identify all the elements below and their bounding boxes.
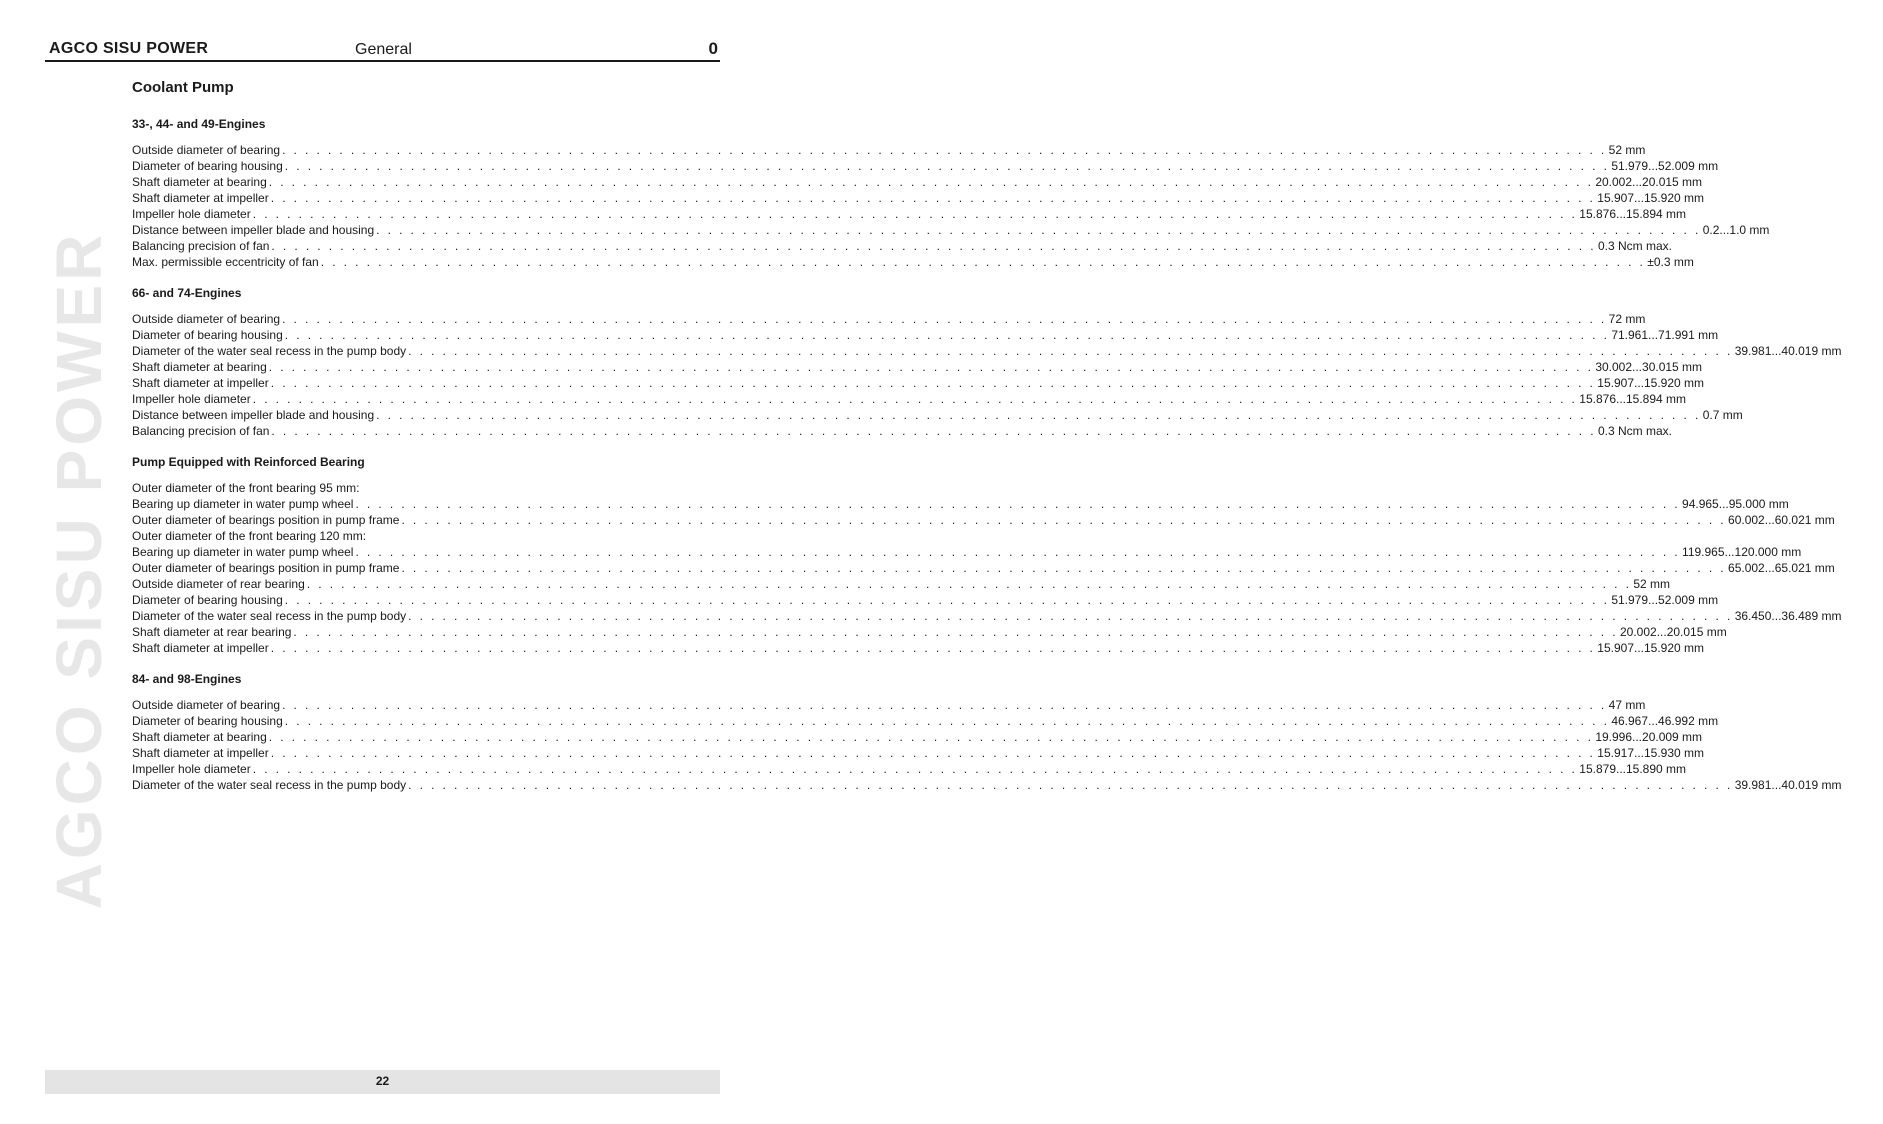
dot-leader	[253, 206, 1578, 222]
spec-list	[132, 311, 1842, 439]
dot-leader	[269, 729, 1594, 745]
dot-leader	[282, 142, 1607, 158]
watermark	[43, 140, 115, 1000]
spec-row	[132, 576, 1671, 592]
spec-group-66-74	[132, 285, 1842, 439]
spec-value: 47 mm	[1608, 698, 1646, 712]
spec-row	[132, 761, 1687, 777]
spec-value: 0.3 Ncm max.	[1597, 239, 1672, 253]
dot-leader	[376, 407, 1701, 423]
spec-row	[132, 375, 1705, 391]
spec-value: 20.002...20.015 mm	[1595, 175, 1703, 189]
spec-row	[132, 640, 1705, 656]
spec-label: Distance between impeller blade and housing	[132, 223, 375, 237]
chapter-number: 0	[708, 39, 718, 58]
spec-group-reinforced-bearing	[132, 454, 1842, 656]
dot-leader	[408, 343, 1733, 359]
dot-leader	[271, 190, 1596, 206]
dot-leader	[285, 592, 1610, 608]
spec-list	[132, 697, 1842, 793]
spec-label: Shaft diameter at impeller	[132, 191, 269, 205]
spec-row	[132, 254, 1694, 270]
spec-label: Diameter of the water seal recess in the pump body	[132, 609, 407, 623]
dot-leader	[269, 174, 1594, 190]
spec-value: 52 mm	[1608, 143, 1646, 157]
spec-value: 94.965...95.000 mm	[1682, 497, 1789, 511]
group-title: Pump Equipped with Reinforced Bearing	[132, 455, 365, 469]
spec-label: Diameter of the water seal recess in the pump body	[132, 344, 407, 358]
spec-row	[132, 512, 1835, 528]
spec-list	[132, 544, 1842, 656]
spec-label: Balancing precision of fan	[132, 239, 270, 253]
spec-label: Outer diameter of bearings position in pump frame	[132, 561, 400, 575]
spec-label: Shaft diameter at bearing	[132, 360, 267, 374]
dot-leader	[376, 222, 1701, 238]
spec-value: 20.002...20.015 mm	[1619, 625, 1727, 639]
spec-group-84-98	[132, 671, 1842, 793]
spec-value: 65.002...65.021 mm	[1728, 561, 1835, 575]
dot-leader	[269, 359, 1594, 375]
watermark-text: AGCO SISU POWER	[43, 230, 115, 910]
spec-label: Outside diameter of rear bearing	[132, 577, 305, 591]
spec-value: ±0.3 mm	[1647, 255, 1694, 269]
spec-label: Max. permissible eccentricity of fan	[132, 255, 319, 269]
dot-leader	[408, 608, 1733, 624]
page-number: 22	[375, 1074, 390, 1088]
dot-leader	[408, 777, 1733, 793]
spec-row	[132, 206, 1687, 222]
spec-row	[132, 713, 1719, 729]
spec-row	[132, 729, 1703, 745]
spec-label: Distance between impeller blade and housing	[132, 408, 375, 422]
spec-label: Diameter of the water seal recess in the pump body	[132, 778, 407, 792]
dot-leader	[282, 311, 1607, 327]
spec-row	[132, 238, 1672, 254]
spec-label: Shaft diameter at impeller	[132, 641, 269, 655]
spec-group-33-44-49	[132, 116, 1770, 270]
spec-value: 39.981...40.019 mm	[1734, 778, 1842, 792]
spec-value: 119.965...120.000 mm	[1682, 545, 1802, 559]
spec-row	[132, 190, 1705, 206]
spec-row	[132, 423, 1672, 439]
spec-value: 15.917...15.930 mm	[1597, 746, 1705, 760]
spec-row	[132, 544, 1802, 560]
spec-value: 0.3 Ncm max.	[1597, 424, 1672, 438]
spec-value: 15.907...15.920 mm	[1597, 191, 1705, 205]
dot-leader	[307, 576, 1632, 592]
dot-leader	[285, 713, 1610, 729]
spec-row	[132, 407, 1743, 423]
page-footer	[45, 1070, 720, 1094]
page-content	[132, 78, 1842, 808]
dot-leader	[271, 423, 1596, 439]
dot-leader	[253, 761, 1578, 777]
spec-row	[132, 777, 1842, 793]
spec-label: Shaft diameter at bearing	[132, 175, 267, 189]
spec-label: Bearing up diameter in water pump wheel	[132, 497, 354, 511]
spec-value: 15.879...15.890 mm	[1579, 762, 1687, 776]
dot-leader	[293, 624, 1618, 640]
brand-name: AGCO SISU POWER	[49, 40, 209, 57]
spec-label: Diameter of bearing housing	[132, 593, 283, 607]
page-header	[45, 38, 720, 62]
spec-row	[132, 697, 1646, 713]
spec-value: 52 mm	[1633, 577, 1671, 591]
subheading-front-bearing-120: Outer diameter of the front bearing 120 mm:	[132, 529, 367, 543]
spec-row	[132, 359, 1703, 375]
spec-row	[132, 560, 1835, 576]
spec-label: Diameter of bearing housing	[132, 714, 283, 728]
spec-label: Impeller hole diameter	[132, 207, 251, 221]
spec-label: Impeller hole diameter	[132, 762, 251, 776]
dot-leader	[271, 375, 1596, 391]
spec-value: 51.979...52.009 mm	[1611, 593, 1719, 607]
spec-row	[132, 311, 1646, 327]
spec-value: 36.450...36.489 mm	[1734, 609, 1842, 623]
spec-row	[132, 745, 1705, 761]
group-title: 84- and 98-Engines	[132, 672, 242, 686]
spec-list	[132, 142, 1770, 270]
group-title: 33-, 44- and 49-Engines	[132, 117, 266, 131]
spec-value: 46.967...46.992 mm	[1611, 714, 1719, 728]
dot-leader	[401, 512, 1726, 528]
spec-value: 15.876...15.894 mm	[1579, 207, 1687, 221]
spec-label: Diameter of bearing housing	[132, 159, 283, 173]
spec-row	[132, 222, 1770, 238]
spec-value: 60.002...60.021 mm	[1728, 513, 1835, 527]
spec-label: Outside diameter of bearing	[132, 143, 281, 157]
spec-row	[132, 624, 1727, 640]
dot-leader	[271, 238, 1596, 254]
spec-row	[132, 142, 1646, 158]
spec-label: Outside diameter of bearing	[132, 698, 281, 712]
dot-leader	[285, 327, 1610, 343]
spec-label: Shaft diameter at rear bearing	[132, 625, 292, 639]
spec-row	[132, 327, 1719, 343]
dot-leader	[355, 544, 1680, 560]
dot-leader	[271, 745, 1596, 761]
spec-label: Bearing up diameter in water pump wheel	[132, 545, 354, 559]
dot-leader	[271, 640, 1596, 656]
dot-leader	[321, 254, 1646, 270]
spec-value: 15.907...15.920 mm	[1597, 641, 1705, 655]
spec-list	[132, 496, 1835, 528]
spec-label: Shaft diameter at impeller	[132, 746, 269, 760]
dot-leader	[285, 158, 1610, 174]
spec-label: Diameter of bearing housing	[132, 328, 283, 342]
page-title: Coolant Pump	[132, 79, 234, 96]
spec-label: Impeller hole diameter	[132, 392, 251, 406]
spec-label: Outer diameter of bearings position in pump frame	[132, 513, 400, 527]
spec-row	[132, 158, 1719, 174]
spec-row	[132, 174, 1703, 190]
spec-row	[132, 496, 1789, 512]
dot-leader	[282, 697, 1607, 713]
spec-value: 0.2...1.0 mm	[1702, 223, 1770, 237]
spec-label: Balancing precision of fan	[132, 424, 270, 438]
spec-value: 30.002...30.015 mm	[1595, 360, 1703, 374]
spec-row	[132, 592, 1719, 608]
spec-value: 51.979...52.009 mm	[1611, 159, 1719, 173]
dot-leader	[253, 391, 1578, 407]
spec-value: 15.876...15.894 mm	[1579, 392, 1687, 406]
spec-row	[132, 343, 1842, 359]
spec-label: Shaft diameter at impeller	[132, 376, 269, 390]
section-name: General	[355, 41, 412, 58]
spec-value: 39.981...40.019 mm	[1734, 344, 1842, 358]
group-title: 66- and 74-Engines	[132, 286, 242, 300]
spec-value: 0.7 mm	[1702, 408, 1743, 422]
spec-value: 15.907...15.920 mm	[1597, 376, 1705, 390]
subheading-front-bearing-95: Outer diameter of the front bearing 95 mm:	[132, 481, 360, 495]
spec-value: 71.961...71.991 mm	[1611, 328, 1719, 342]
spec-label: Outside diameter of bearing	[132, 312, 281, 326]
spec-value: 72 mm	[1608, 312, 1646, 326]
spec-row	[132, 608, 1842, 624]
spec-row	[132, 391, 1687, 407]
spec-value: 19.996...20.009 mm	[1595, 730, 1703, 744]
spec-label: Shaft diameter at bearing	[132, 730, 267, 744]
dot-leader	[355, 496, 1680, 512]
dot-leader	[401, 560, 1726, 576]
